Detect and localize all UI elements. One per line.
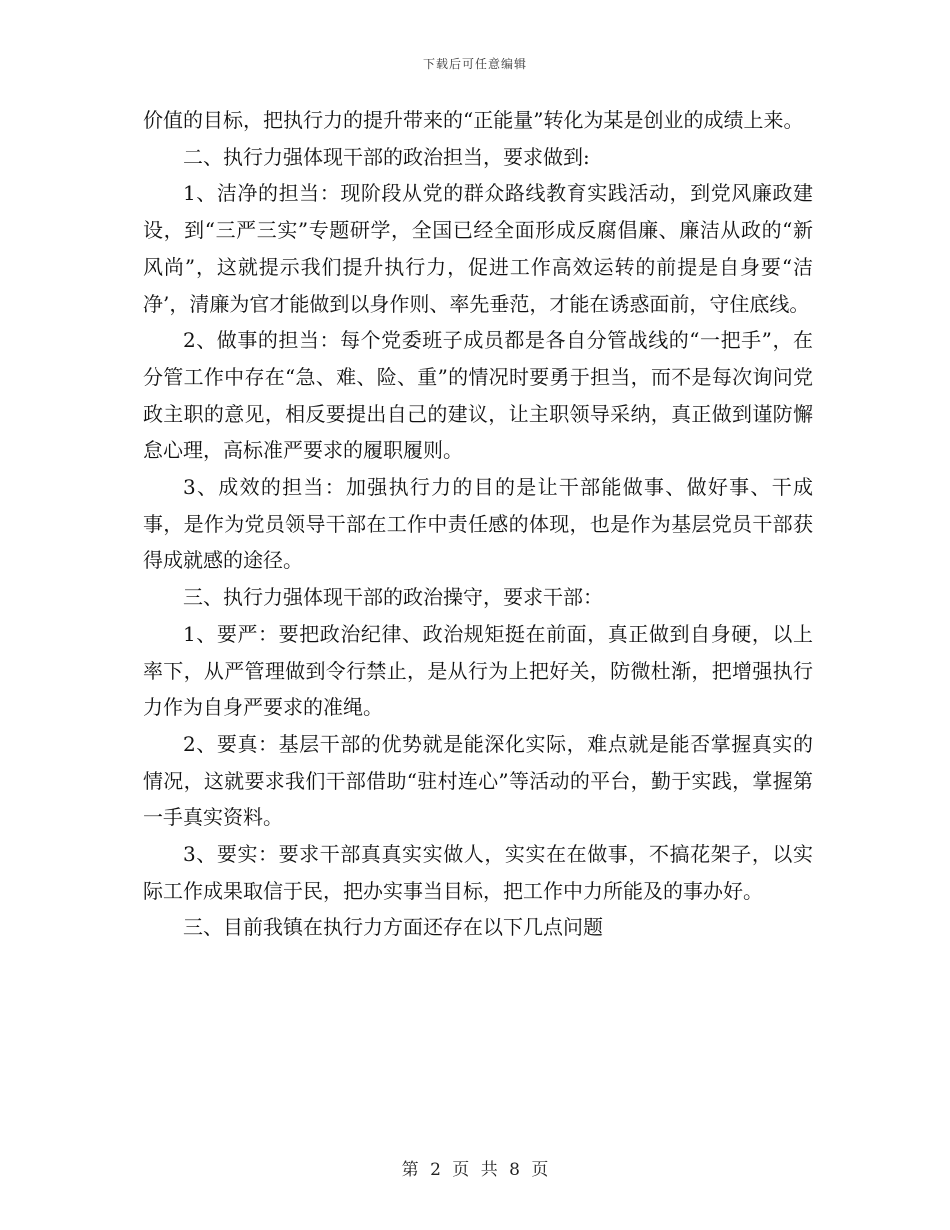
paragraph: 2、做事的担当：每个党委班子成员都是各自分管战线的“一把手”，在分管工作中存在“急、难、险、重”的情况时要勇于担当，而不是每次询问党政主职的意见，相反要提出自己的建议，让主职领导采纳，真正做到谨防懈怠心理，高标准严要求的履职履则。 [143, 328, 813, 463]
paragraph: 2、要真：基层干部的优势就是能深化实际，难点就是能否掌握真实的情况，这就要求我们干部借助“驻村连心”等活动的平台，勤于实践，掌握第一手真实资料。 [143, 731, 813, 830]
section-heading: 二、执行力强体现干部的政治担当，要求做到: [183, 144, 590, 169]
document-body [143, 102, 813, 946]
page-number: 第 2 页 共 8 页 [401, 1160, 549, 1180]
paragraph-continuation: 价值的目标，把执行力的提升带来的“正能量”转化为某是创业的成绩上来。 [143, 108, 804, 132]
paragraph: 1、要严：要把政治纪律、政治规矩挺在前面，真正做到自身硬，以上率下，从严管理做到令行禁止，是从行为上把好关，防微杜渐，把增强执行力作为自身严要求的准绳。 [143, 621, 813, 720]
section-heading: 三、目前我镇在执行力方面还存在以下几点问题 [183, 915, 603, 940]
paragraph: 3、要实：要求干部真真实实做人，实实在在做事，不搞花架子，以实际工作成果取信于民，把办实事当目标，把工作中力所能及的事办好。 [143, 842, 813, 903]
paragraph: 3、成效的担当：加强执行力的目的是让干部能做事、做好事、干成事，是作为党员领导干部在工作中责任感的体现，也是作为基层党员干部获得成就感的途径。 [143, 475, 813, 573]
paragraph: 1、洁净的担当：现阶段从党的群众路线教育实践活动，到党风廉政建设，到“三严三实”专题研学，全国已经全面形成反腐倡廉、廉洁从政的“新风尚”，这就提示我们提升执行力，促进工作高效运转的前提是自身要“洁净’，清廉为官才能做到以身作则、率先垂范，才能在诱惑面前，守住底线。 [143, 181, 813, 316]
section-heading: 三、执行力强体现干部的政治操守，要求干部： [183, 585, 603, 610]
page-header: 下载后可任意编辑 [422, 57, 527, 71]
